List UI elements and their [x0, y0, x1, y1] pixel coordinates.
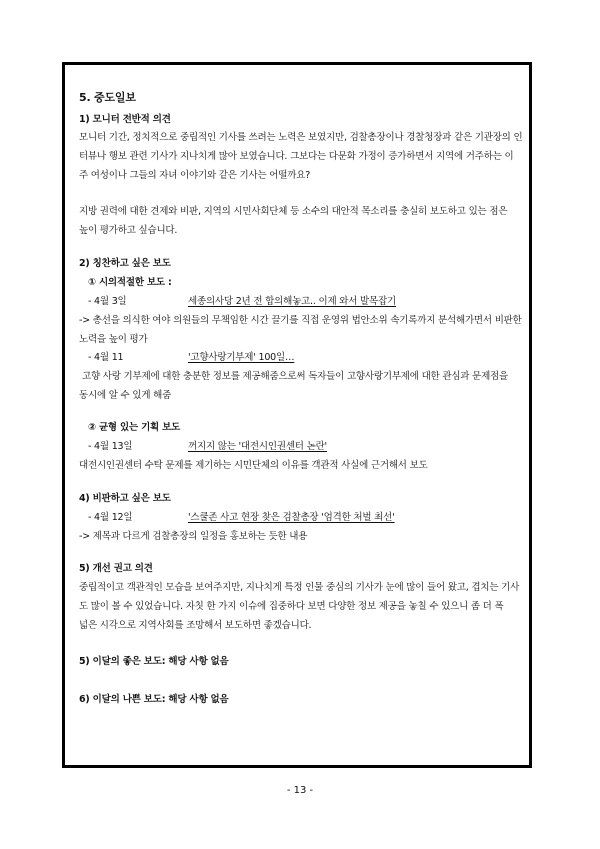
paragraph-line: -> 총선을 의식한 여야 의원들의 무책임한 시간 끌기를 직접 운영위 법안소위 속기록까지 분석해가면서 비판한	[79, 315, 522, 326]
heading-good-report: 5) 이달의 좋은 보도: 해당 사항 없음	[79, 656, 229, 667]
report-title: '고향사랑기부제' 100일…	[188, 352, 295, 363]
heading-improvement: 5) 개선 권고 의견	[79, 563, 153, 574]
report-item	[88, 352, 294, 364]
report-date: - 4월 11	[88, 352, 124, 363]
section-title: 5. 중도일보	[79, 91, 136, 104]
report-title: 세종의사당 2년 전 합의해놓고.. 이제 와서 발목잡기	[188, 296, 396, 307]
paragraph-line: 동시에 알 수 있게 해줌	[79, 390, 172, 401]
paragraph-line: 주 여성이나 그들의 자녀 이야기와 같은 기사는 어떨까요?	[79, 170, 311, 181]
report-date: - 4월 13일	[88, 441, 133, 452]
paragraph-line: 중립적이고 객관적인 모습을 보여주지만, 지나치게 특정 인물 중심의 기사가 눈에 많이 들어 왔고, 겹치는 기사	[79, 582, 520, 593]
paragraph-line: 지방 권력에 대한 견제와 비판, 지역의 시민사회단체 등 소수의 대안적 목소리를 충실히 보도하고 있는 점은	[79, 206, 508, 217]
report-item	[88, 296, 396, 308]
heading-overall-opinion: 1) 모니터 전반적 의견	[79, 114, 171, 125]
report-title: 꺼지지 않는 '대전시인권센터 논란'	[188, 441, 327, 452]
heading-bad-report: 6) 이달의 나쁜 보도: 해당 사항 없음	[79, 694, 229, 705]
paragraph-line: 고향 사랑 기부제에 대한 충분한 정보를 제공해줌으로써 독자들이 고향사랑기부제에 대한 관심과 문제점을	[82, 371, 509, 382]
paragraph-line: 터뷰나 행보 관련 기사가 지나치게 많아 보였습니다. 그보다는 다문화 가정이 증가하면서 지역에 거주하는 이	[79, 151, 514, 162]
heading-balanced-report: ② 균형 있는 기획 보도	[88, 422, 181, 433]
report-item	[88, 512, 395, 524]
paragraph-line: 높이 평가하고 싶습니다.	[79, 225, 178, 236]
report-date: - 4월 12일	[88, 512, 133, 523]
heading-criticism: 4) 비판하고 싶은 보도	[79, 493, 171, 504]
paragraph-line: 노력을 높이 평가	[79, 334, 148, 345]
page-number: - 13 -	[286, 785, 314, 796]
paragraph-line: 대전시인권센터 수탁 문제를 제기하는 시민단체의 이유를 객관적 사실에 근거해서 보도	[79, 460, 428, 471]
report-date: - 4월 3일	[88, 296, 127, 307]
subheading-timely-report: ① 시의적절한 보도 :	[88, 277, 172, 288]
paragraph-line: -> 제목과 다르게 검찰총장의 일정을 홍보하는 듯한 내용	[79, 531, 308, 542]
paragraph-line: 넓은 시각으로 지역사회를 조망해서 보도하면 좋겠습니다.	[79, 620, 312, 631]
report-item	[88, 441, 327, 453]
heading-praise-reports: 2) 칭찬하고 싶은 보도	[79, 258, 171, 269]
report-title: '스쿨존 사고 현장 찾은 검찰총장 '엄격한 처벌 최선'	[188, 512, 395, 523]
paragraph-line: 도 많이 볼 수 있었습니다. 자칫 한 가지 이슈에 집중하다 보면 다양한 정보 제공을 놓칠 수 있으니 좀 더 폭	[79, 601, 504, 612]
paragraph-line: 모니터 기간, 정치적으로 중립적인 기사를 쓰려는 노력은 보였지만, 검찰총장이나 경찰청장과 같은 기관장의 인	[79, 132, 523, 143]
